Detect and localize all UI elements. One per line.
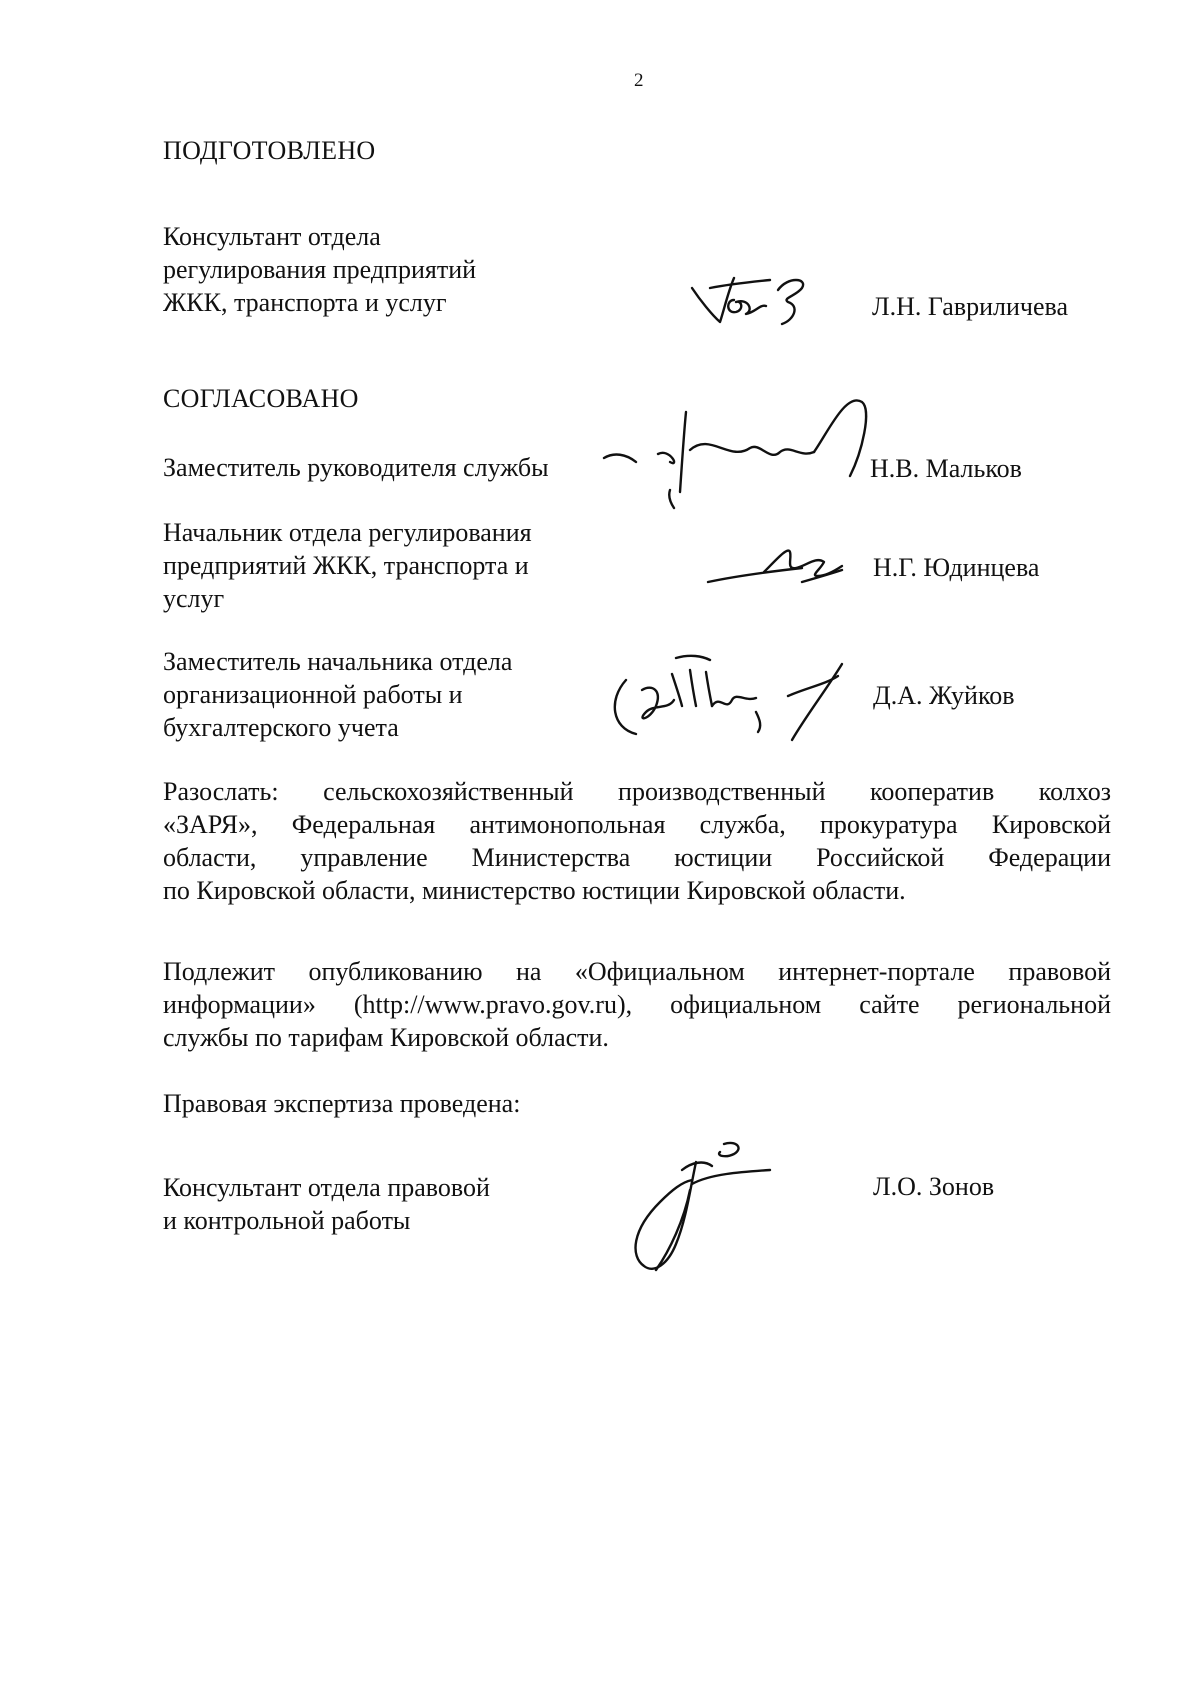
title-line: ЖКК, транспорта и услуг [163, 288, 447, 317]
agreed-signer-1-title [163, 451, 549, 484]
publication-line: информации» (http://www.pravo.gov.ru), официальном сайте региональной [163, 990, 1111, 1019]
distribution-line: по Кировской области, министерство юстиции Кировской области. [163, 876, 906, 905]
title-line: и контрольной работы [163, 1206, 411, 1235]
title-line: Начальник отдела регулирования [163, 518, 532, 547]
agreed-signer-2-name: Н.Г. Юдинцева [873, 553, 1040, 582]
legal-review-signer-name: Л.О. Зонов [873, 1172, 995, 1201]
legal-review-label: Правовая экспертиза проведена: [163, 1089, 521, 1118]
agreed-signer-3-name: Д.А. Жуйков [873, 681, 1015, 710]
distribution-paragraph [163, 775, 1111, 907]
signature-malkov [600, 392, 890, 522]
title-line: услуг [163, 584, 225, 613]
title-line: Консультант отдела правовой [163, 1173, 490, 1202]
distribution-line: «ЗАРЯ», Федеральная антимонопольная служба, прокуратура Кировской [163, 810, 1111, 839]
page-number: 2 [634, 70, 644, 91]
title-line: организационной работы и [163, 680, 463, 709]
publication-line: службы по тарифам Кировской области. [163, 1023, 609, 1052]
distribution-line: Разослать: сельскохозяйственный производственный кооператив колхоз [163, 777, 1111, 806]
distribution-line: области, управление Министерства юстиции Российской Федерации [163, 843, 1111, 872]
prepared-heading: ПОДГОТОВЛЕНО [163, 136, 376, 165]
prepared-signer-title [163, 220, 476, 319]
publication-line: Подлежит опубликованию на «Официальном интернет-портале правовой [163, 957, 1111, 986]
agreed-signer-2-title [163, 516, 532, 615]
title-line: Заместитель начальника отдела [163, 647, 513, 676]
prepared-signer-name: Л.Н. Гавриличева [872, 292, 1069, 321]
title-line: регулирования предприятий [163, 255, 477, 284]
title-line: предприятий ЖКК, транспорта и [163, 551, 529, 580]
title-line: Консультант отдела [163, 222, 381, 251]
signature-zhuikov [606, 650, 876, 750]
legal-review-signer-title [163, 1171, 490, 1237]
agreed-signer-1-name: Н.В. Мальков [870, 454, 1022, 483]
signature-gavrilicheva [690, 270, 820, 330]
title-line: Заместитель руководителя службы [163, 453, 549, 482]
signature-yudintseva [706, 542, 846, 592]
signature-zonov [620, 1140, 790, 1280]
publication-paragraph [163, 955, 1111, 1054]
agreed-signer-3-title [163, 645, 512, 744]
title-line: бухгалтерского учета [163, 713, 399, 742]
agreed-heading: СОГЛАСОВАНО [163, 384, 359, 413]
